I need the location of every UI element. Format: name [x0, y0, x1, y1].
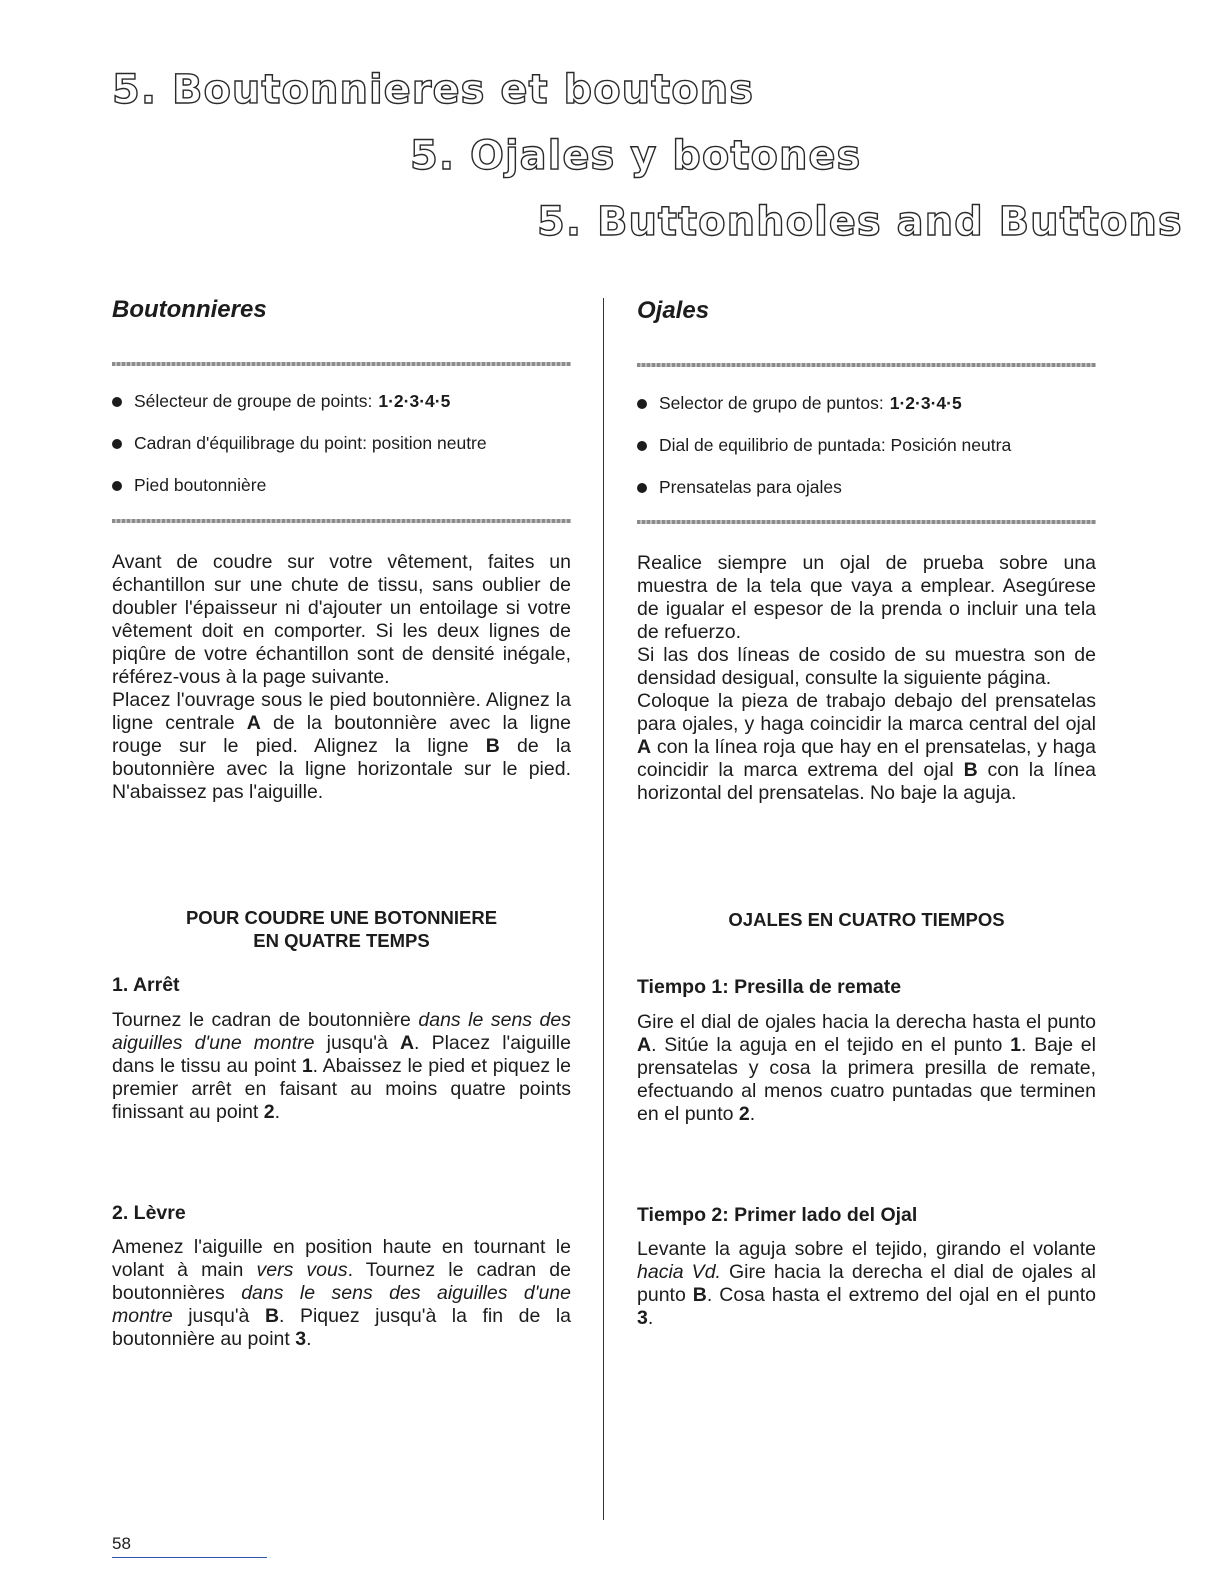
right-section-title: OJALES EN CUATRO TIEMPOS	[728, 909, 1005, 930]
right-rule-bottom	[637, 520, 1096, 524]
page-number: 58	[112, 1534, 131, 1553]
right-rule-top	[637, 363, 1096, 367]
right-heading: Ojales	[637, 297, 710, 324]
left-step1-title: 1. Arrêt	[112, 974, 180, 996]
right-step1-text: Gire el dial de ojales hacia la derecha hasta el punto A. Sitúe la aguja en el tejido en el punto 1. Baje el prensatelas y cosa la primera presilla de remate, efectuando al menos cuatro puntadas que terminen en el punto 2.	[637, 1011, 1096, 1125]
left-settings-list	[112, 390, 582, 516]
left-intro	[112, 551, 571, 804]
right-intro	[637, 552, 1096, 805]
title-french: 5. Boutonnieres et boutons	[112, 67, 755, 113]
right-step2-title: Tiempo 2: Primer lado del Ojal	[637, 1204, 918, 1226]
list-item: Sélecteur de groupe de points: 1·2·3·4·5	[112, 390, 582, 432]
list-item: Selector de grupo de puntos: 1·2·3·4·5	[637, 392, 1107, 434]
right-settings-list	[637, 392, 1107, 518]
list-item: Pied boutonnière	[112, 474, 582, 516]
left-rule-bottom	[112, 519, 571, 523]
left-section-title: POUR COUDRE UNE BOTONNIERE EN QUATRE TEMPS	[185, 907, 498, 951]
footer-rule	[112, 1557, 267, 1558]
right-intro-p1: Realice siempre un ojal de prueba sobre una muestra de la tela que vaya a emplear. Asegúrese de igualar el espesor de la prenda o incluir una tela de refuerzo.	[637, 552, 1096, 643]
right-step2-text: Levante la aguja sobre el tejido, girando el volante hacia Vd. Gire hacia la derecha el dial de ojales al punto B. Cosa hasta el extremo del ojal en el punto 3.	[637, 1238, 1096, 1329]
left-intro-p1: Avant de coudre sur votre vêtement, faites un échantillon sur une chute de tissu, sans oublier de doubler l'épaisseur ni d'ajouter un entoilage si votre vêtement doit en comporter. Si les deux lignes de piqûre de votre échantillon sont de densité inégale, référez-vous à la page suivante.	[112, 551, 571, 688]
right-intro-p3: Coloque la pieza de trabajo debajo del prensatelas para ojales, y haga coincidir la marca central del ojal A con la línea roja que hay en el prensatelas, y haga coincidir la marca extrema del ojal B con la línea horizontal del prensatelas. No baje la aguja.	[637, 690, 1097, 804]
list-item: Cadran d'équilibrage du point: position neutre	[112, 432, 582, 474]
left-rule-top	[112, 362, 571, 366]
title-spanish: 5. Ojales y botones	[410, 133, 862, 179]
column-divider	[603, 298, 604, 1520]
left-step1-text: Tournez le cadran de boutonnière dans le sens des aiguilles d'une montre jusqu'à A. Placez l'aiguille dans le tissu au point 1. Abaissez le pied et piquez le premier arrêt en faisant au moins quatre points finissant au point 2.	[112, 1009, 572, 1123]
left-heading: Boutonnieres	[112, 296, 267, 323]
list-item: Prensatelas para ojales	[637, 476, 1107, 518]
right-intro-p2: Si las dos líneas de cosido de su muestra son de densidad desigual, consulte la siguiente página.	[637, 644, 1096, 689]
right-step1-title: Tiempo 1: Presilla de remate	[637, 976, 902, 998]
left-step2-text: Amenez l'aiguille en position haute en tournant le volant à main vers vous. Tournez le cadran de boutonnières dans le sens des aiguilles d'une montre jusqu'à B. Piquez jusqu'à la fin de la boutonnière au point 3.	[112, 1236, 572, 1350]
title-english: 5. Buttonholes and Buttons	[537, 199, 1183, 245]
list-item: Dial de equilibrio de puntada: Posición neutra	[637, 434, 1107, 476]
left-step2-title: 2. Lèvre	[112, 1202, 186, 1224]
left-intro-p2: Placez l'ouvrage sous le pied boutonnière. Alignez la ligne centrale A de la boutonnière avec la ligne rouge sur le pied. Alignez la ligne B de la boutonnière avec la ligne horizontale sur le pied. N'abaissez pas l'aiguille.	[112, 689, 571, 803]
